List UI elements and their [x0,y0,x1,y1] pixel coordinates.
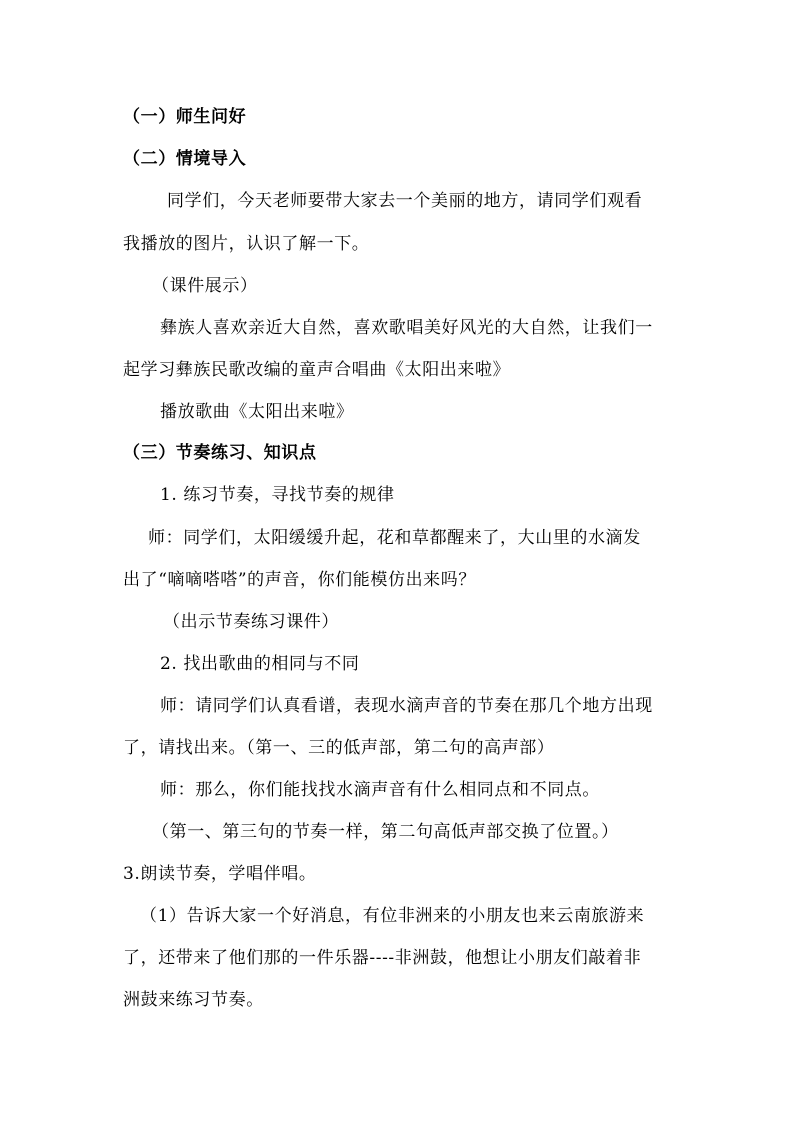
courseware-note: （课件展示） [152,276,258,296]
teacher-line-2a: 师：请同学们认真看谱，表现水滴声音的节奏在那几个地方出现 [160,696,653,716]
show-courseware-note: （出示节奏练习课件） [163,612,339,632]
answer-note: （第一、第三句的节奏一样，第二句高低声部交换了位置。） [152,822,619,842]
intro-paragraph-line-2: 我播放的图片，认识了解一下。 [123,234,370,254]
story-line-3: 洲鼓来练习节奏。 [123,990,264,1010]
teacher-line-3: 师：那么，你们能找找水滴声音有什么相同点和不同点。 [160,780,600,800]
story-line-1: （1）告诉大家一个好消息，有位非洲来的小朋友也来云南旅游来 [140,906,645,926]
teacher-line-1b: 出了“嘀嘀嗒嗒”的声音，你们能模仿出来吗？ [123,570,476,590]
section-heading-intro: （二）情境导入 [123,149,247,169]
section-heading-greeting: （一）师生问好 [123,107,247,127]
item-1-heading: 1. 练习节奏，寻找节奏的规律 [160,485,395,505]
item-3-heading: 3.朗读节奏，学唱伴唱。 [123,864,317,884]
yi-paragraph-line-1: 彝族人喜欢亲近大自然，喜欢歌唱美好风光的大自然，让我们一 [160,318,653,338]
teacher-line-2b: 了，请找出来。（第一、三的低声部，第二句的高声部） [123,738,555,758]
play-song-line: 播放歌曲《太阳出来啦》 [160,402,354,422]
section-heading-rhythm: （三）节奏练习、知识点 [123,443,317,463]
story-line-2: 了，还带来了他们那的一件乐器----非洲鼓，他想让小朋友们敲着非 [123,948,642,968]
item-2-heading: 2. 找出歌曲的相同与不同 [160,654,360,674]
intro-paragraph-line-1: 同学们，今天老师要带大家去一个美丽的地方，请同学们观看 [167,191,643,211]
teacher-line-1a: 师：同学们，太阳缓缓升起，花和草都醒来了，大山里的水滴发 [148,528,641,548]
yi-paragraph-line-2: 起学习彝族民歌改编的童声合唱曲《太阳出来啦》 [123,360,511,380]
